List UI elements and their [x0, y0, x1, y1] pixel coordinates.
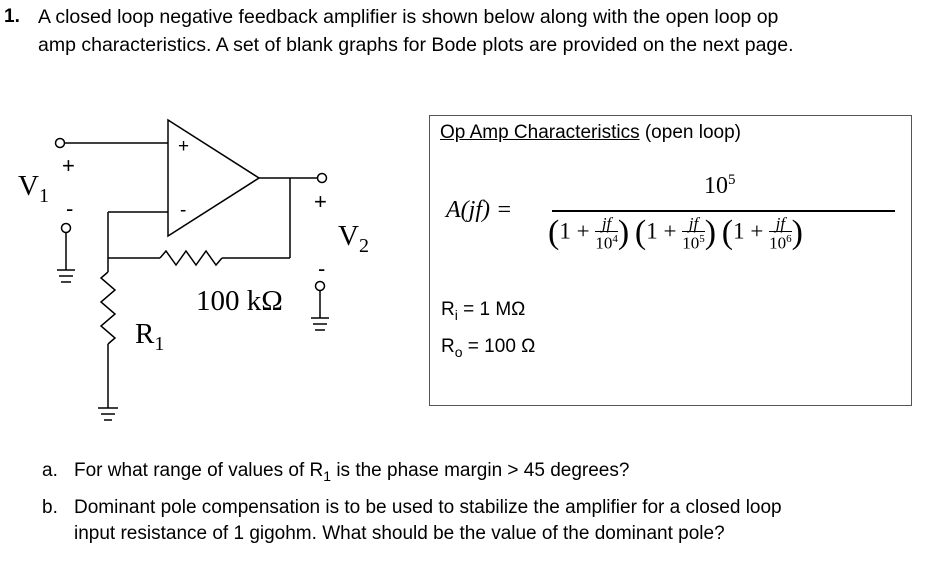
- part-b-label: b.: [42, 497, 58, 518]
- transfer-function-denominator: (1 + $\frac{jf}{10^4}$ ) (1 + $\frac{jf}{10^5}$ ) (1 + $\frac{jf}{10^6}$ ): [548, 213, 803, 253]
- part-b-text-line2: input resistance of 1 gigohm. What should be the value of the dominant pole?: [74, 523, 725, 544]
- label-v2: $V_2$: [338, 220, 369, 257]
- opamp-plus-sign: +: [178, 136, 190, 157]
- opamp-minus-sign: -: [180, 200, 187, 221]
- question-text-line2: amp characteristics. A set of blank graphs for Bode plots are provided on the next page.: [38, 34, 794, 56]
- v1-terminal: [56, 139, 65, 148]
- pole-term-2: $\frac{jf}{10^5}$: [682, 213, 705, 253]
- transfer-function-numerator: $10^5$: [704, 172, 736, 199]
- pole-term-1: $\frac{jf}{10^4}$: [595, 213, 618, 253]
- part-b-text-line1: Dominant pole compensation is to be used to stabilize the amplifier for a closed loop: [74, 497, 782, 518]
- v1-minus-sign: -: [66, 196, 74, 221]
- input-resistance: $R_i = 1$ MΩ: [441, 299, 526, 323]
- r1-resistor: [101, 272, 115, 344]
- question-text-line1: A closed loop negative feedback amplifier is shown below along with the open loop op: [38, 6, 779, 28]
- characteristics-box: [429, 115, 912, 406]
- v2-plus-sign: +: [314, 189, 327, 214]
- question-number: 1.: [4, 6, 20, 27]
- output-resistance: $R_o = 100$ Ω: [441, 336, 536, 360]
- v2-minus-sign: -: [318, 256, 326, 281]
- v2-ground-terminal: [316, 282, 325, 291]
- part-a-text: For what range of values of $R_1$ is the phase margin > 45 degrees?: [74, 460, 630, 484]
- part-a-label: a.: [42, 460, 58, 481]
- fraction-bar: [552, 210, 895, 212]
- v2-terminal: [318, 174, 327, 183]
- feedback-resistor: [160, 251, 222, 265]
- label-r1: $R_1$: [135, 318, 165, 355]
- label-feedback-resistor: 100 kΩ: [196, 285, 283, 317]
- v1-plus-sign: +: [62, 153, 75, 178]
- v1-ground-terminal: [62, 224, 71, 233]
- characteristics-title: Op Amp Characteristics (open loop): [440, 122, 741, 143]
- label-v1: $V_1$: [18, 170, 49, 207]
- transfer-function-lhs: A(jf) =: [446, 197, 513, 223]
- pole-term-3: $\frac{jf}{10^6}$: [769, 213, 792, 253]
